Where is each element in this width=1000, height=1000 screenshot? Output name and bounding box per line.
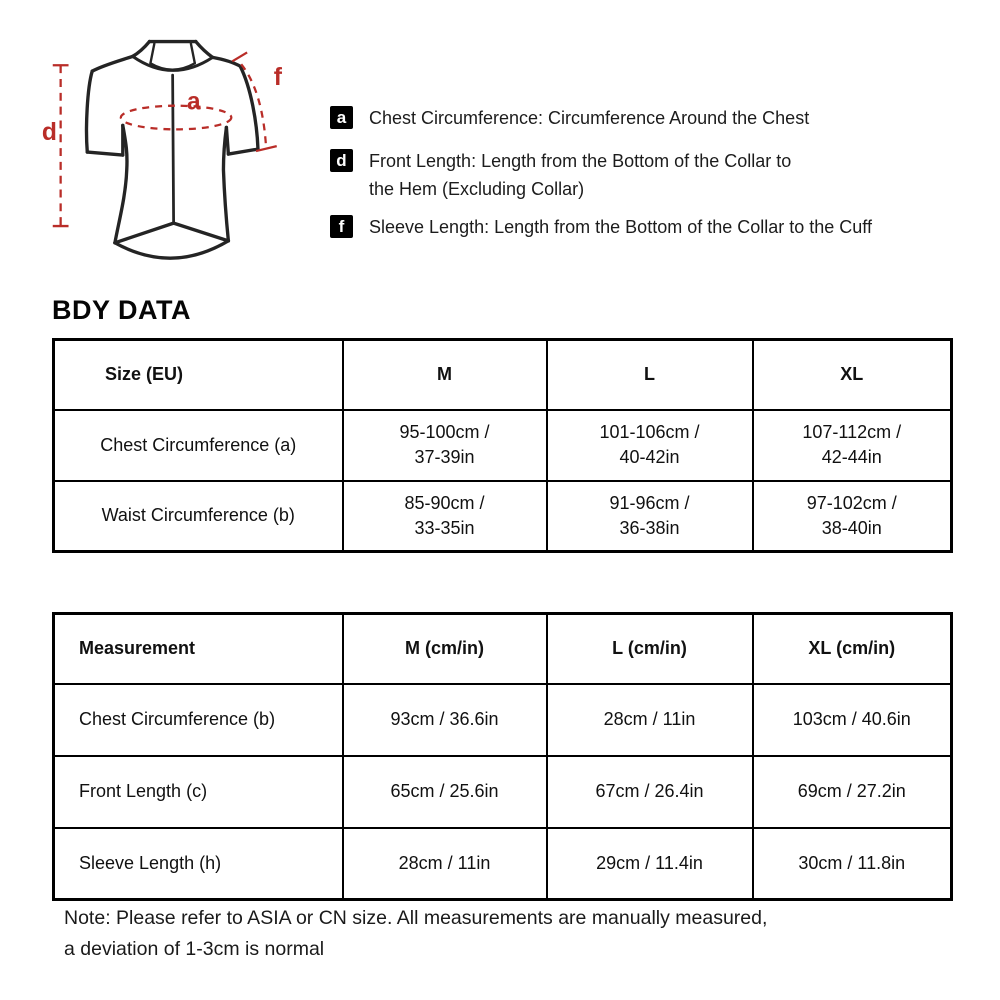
label-d: d [41,119,57,147]
cell-line: 97-102cm / [806,492,897,513]
measurement-legend [330,104,980,241]
cell-front-length-m: 65cm / 25.6in [343,756,547,828]
cell-line: 40-42in [619,447,680,467]
legend-key-f: f [330,215,353,238]
cell-line: 37-39in [414,447,475,467]
row-label: Front Length (c) [54,756,343,828]
row-label: Waist Circumference (b) [54,481,343,552]
cell-waist-m [343,481,547,552]
page-title: BDY DATA [52,295,191,325]
cell-front-length-l: 67cm / 26.4in [547,756,753,828]
cell-line: 85-90cm / [404,492,485,513]
legend-item-a [330,104,980,132]
measure-table-header-label: Measurement [54,614,343,684]
table-row [54,481,952,552]
row-label: Chest Circumference (b) [54,684,343,756]
legend-item-f [330,213,980,241]
size-table-header-m: M [343,340,547,410]
cell-line: 36-38in [619,517,680,538]
legend-text-f [369,213,872,241]
size-note-line2: a deviation of 1-3cm is normal [64,938,325,960]
table-row [54,756,952,828]
jersey-measurement-diagram [34,28,330,286]
size-table-header-l: L [547,340,753,410]
garment-measurement-table [52,612,953,901]
size-table-header-xl: XL [753,340,952,410]
legend-text-d-line1: Front Length: Length from the Bottom of the Collar to [369,151,792,171]
cell-line: 101-106cm / [599,422,700,442]
cell-line: 38-40in [821,517,882,538]
cell-line: 33-35in [414,517,475,538]
legend-key-a: a [330,106,353,129]
table-row [54,614,952,684]
label-a: a [186,88,201,116]
jersey-outline [87,42,258,259]
row-label: Sleeve Length (h) [54,828,343,900]
cell-front-length-xl: 69cm / 27.2in [753,756,952,828]
cell-chest-b-xl: 103cm / 40.6in [753,684,952,756]
size-note [64,903,944,965]
jersey-zipper-line [173,75,174,223]
body-data-table [52,338,953,553]
cell-line: 42-44in [821,447,882,467]
size-note-line1: Note: Please refer to ASIA or CN size. All measurements are manually measured, [64,907,768,929]
cell-chest-xl [753,410,952,481]
cell-sleeve-length-m: 28cm / 11in [343,828,547,900]
table-row [54,684,952,756]
legend-text-a-line1: Chest Circumference: Circumference Around the Chest [369,108,810,128]
measure-table-header-l: L (cm/in) [547,614,753,684]
row-label: Chest Circumference (a) [54,410,343,481]
table-row [54,410,952,481]
cell-line: 107-112cm / [802,422,902,442]
legend-text-f-line1: Sleeve Length: Length from the Bottom of the Collar to the Cuff [369,217,872,237]
legend-item-d [330,147,980,203]
label-f: f [273,63,282,91]
annotation-labels [42,64,283,146]
cell-chest-b-m: 93cm / 36.6in [343,684,547,756]
table-row [54,828,952,900]
size-table-header-label: Size (EU) [54,340,343,410]
cell-chest-l [547,410,753,481]
measure-table-header-m: M (cm/in) [343,614,547,684]
cell-line: 91-96cm / [609,492,690,513]
legend-text-d-line2: the Hem (Excluding Collar) [369,179,585,199]
cell-waist-xl [753,481,952,552]
cell-sleeve-length-xl: 30cm / 11.8in [753,828,952,900]
cell-waist-l [547,481,753,552]
cell-sleeve-length-l: 29cm / 11.4in [547,828,753,900]
chest-circumference-a-ellipse [121,106,232,130]
legend-text-a [369,104,809,132]
cell-line: 95-100cm / [399,422,490,442]
legend-key-d: d [330,149,353,172]
legend-text-d [369,147,791,203]
table-row [54,340,952,410]
cell-chest-b-l: 28cm / 11in [547,684,753,756]
cell-chest-m [343,410,547,481]
measure-table-header-xl: XL (cm/in) [753,614,952,684]
